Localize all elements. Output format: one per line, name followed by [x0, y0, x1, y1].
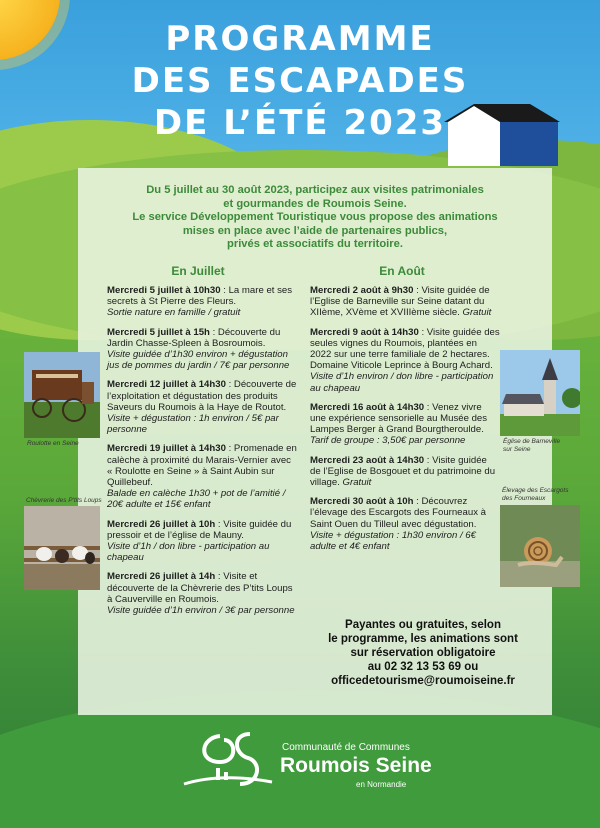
title-line-1: PROGRAMME: [165, 19, 435, 59]
event-date: Mercredi 9 août à 14h30: [310, 326, 419, 338]
event-date: Mercredi 26 juillet à 10h: [107, 518, 216, 530]
event-juillet-3: [107, 379, 297, 435]
event-info: Visite d’1h environ / don libre - participation au chapeau: [310, 371, 494, 394]
event-text: : Promenade en calèche à proximité du Marais-Vernier avec « Roulotte en Seine » à Saint Aubin sur Quillebeuf.: [107, 443, 297, 489]
event-info: Visite + dégustation : 1h environ / 5€ par personne: [107, 413, 279, 436]
caption-roulotte: Roulotte en Seine: [27, 440, 79, 447]
event-text: : La mare et ses secrets à St Pierre des Fleurs.: [107, 285, 293, 308]
event-info: Gratuit: [462, 307, 492, 319]
event-text: : Visite guidée de l’Eglise de Barneville sur Seine datant du XIIème, XVème et XVIIIème siècle.: [310, 285, 490, 319]
roumois-seine-logo: [180, 728, 460, 798]
event-info: Visite guidée d’1h environ / 3€ par personne: [107, 605, 295, 617]
contact-line-3: sur réservation obligatoire: [350, 647, 496, 659]
intro-line-5: privés et associatifs du territoire.: [227, 238, 403, 250]
event-date: Mercredi 19 juillet à 14h30: [107, 443, 226, 455]
event-text: : Découvrez l’élevage des Escargots des Fourneaux à Saint Ouen du Tilleul avec dégustation.: [310, 496, 486, 530]
event-juillet-4: [107, 443, 297, 510]
caption-eglise: Église de Barneville sur Seine: [503, 438, 561, 453]
event-info: Gratuit: [342, 477, 372, 489]
event-text: : Venez vivre une expérience sensorielle au Musée des Lampes Berger à Grand Bourgtheroulde.: [310, 401, 488, 436]
column-aout: [310, 285, 500, 560]
contact-line-1: Payantes ou gratuites, selon: [345, 619, 501, 631]
event-info: Tarif de groupe : 3,50€ par personne: [310, 435, 466, 447]
event-juillet-6: [107, 571, 297, 616]
intro-line-3: Le service Développement Touristique vous propose des animations: [132, 211, 498, 223]
event-info: Balade en calèche 1h30 + pot de l’amitié / 20€ adulte et 15€ enfant: [107, 488, 286, 511]
heading-juillet: En Juillet: [171, 264, 225, 278]
logo-text-2: Roumois Seine: [280, 754, 432, 777]
event-date: Mercredi 2 août à 9h30: [310, 285, 414, 296]
event-aout-2: [310, 327, 500, 394]
heading-aout: En Août: [379, 264, 425, 278]
intro-line-4: mises en place avec l’aide de partenaires publics,: [182, 224, 448, 237]
event-info: Sortie nature en famille / gratuit: [107, 307, 241, 319]
event-info: Visite d’1h / don libre - participation au chapeau: [107, 541, 270, 564]
intro-line-2: et gourmandes de Roumois Seine.: [223, 197, 407, 210]
event-text: : Visite guidée des seules vignes du Roumois, plantées en 2022 sur une terre familiale de 2 hectares. Domaine Viticole Leprince à Bourg Achard.: [310, 326, 500, 372]
event-date: Mercredi 26 juillet à 14h: [107, 571, 216, 583]
event-date: Mercredi 16 août à 14h30: [310, 401, 425, 413]
intro-line-1: Du 5 juillet au 30 août 2023, participez aux visites patrimoniales: [146, 184, 484, 196]
house-icon: [444, 104, 560, 166]
event-juillet-5: [107, 519, 297, 564]
event-text: : Visite et découverte de la Chèvrerie des P’tits Loups à Cauverville en Roumois.: [107, 571, 293, 605]
logo-rs-icon: [180, 728, 276, 798]
escargot-photo: [500, 505, 580, 587]
event-aout-1: [310, 285, 500, 319]
title-line-3: DE L’ÉTÉ 2023: [153, 103, 447, 143]
event-text: : Découverte du Jardin Chasse-Spleen à Bosroumois.: [107, 326, 281, 349]
column-juillet: [107, 285, 297, 624]
contact-line-2: le programme, les animations sont: [328, 633, 518, 645]
contact-phone[interactable]: au 02 32 13 53 69 ou: [367, 661, 479, 673]
title-line-2: DES ESCAPADES: [131, 61, 469, 101]
logo-text-1: Communauté de Communes: [282, 742, 410, 753]
event-text: : Découverte de l’exploitation et dégustation des produits Saveurs du Roumois à la Haye de Routot.: [107, 379, 297, 413]
event-info: Visite + dégustation : 1h30 environ / 6€ adulte et 4€ enfant: [310, 529, 476, 553]
event-date: Mercredi 30 août à 10h: [310, 496, 414, 508]
logo-text-3: en Normandie: [356, 780, 407, 789]
chevrerie-photo: [24, 506, 100, 590]
roulotte-photo: [24, 352, 100, 438]
event-juillet-2: [107, 327, 297, 372]
caption-escargots: Élevage des Escargots des Fourneaux: [502, 487, 569, 502]
reservation-info: [308, 618, 538, 688]
event-juillet-1: [107, 285, 297, 319]
event-text: : Visite guidée du pressoir et de l’église de Mauny.: [107, 518, 292, 541]
intro-text: [84, 184, 546, 252]
event-date: Mercredi 12 juillet à 14h30: [107, 379, 226, 391]
event-aout-5: [310, 496, 500, 552]
caption-chevrerie: Chèvrerie des P'tits Loups: [26, 497, 102, 504]
eglise-photo: [500, 350, 580, 436]
event-info: Visite guidée d’1h30 environ + dégustation jus de pommes du jardin / 7€ par personne: [107, 349, 290, 372]
event-date: Mercredi 5 juillet à 10h30: [107, 285, 221, 296]
event-text: : Visite guidée de l’Eglise de Bosgouet et du patrimoine du village.: [310, 454, 496, 489]
event-aout-3: [310, 402, 500, 447]
event-date: Mercredi 23 août à 14h30: [310, 454, 425, 466]
contact-email[interactable]: officedetourisme@roumoiseine.fr: [331, 675, 515, 687]
event-date: Mercredi 5 juillet à 15h: [107, 326, 210, 338]
event-aout-4: [310, 455, 500, 489]
